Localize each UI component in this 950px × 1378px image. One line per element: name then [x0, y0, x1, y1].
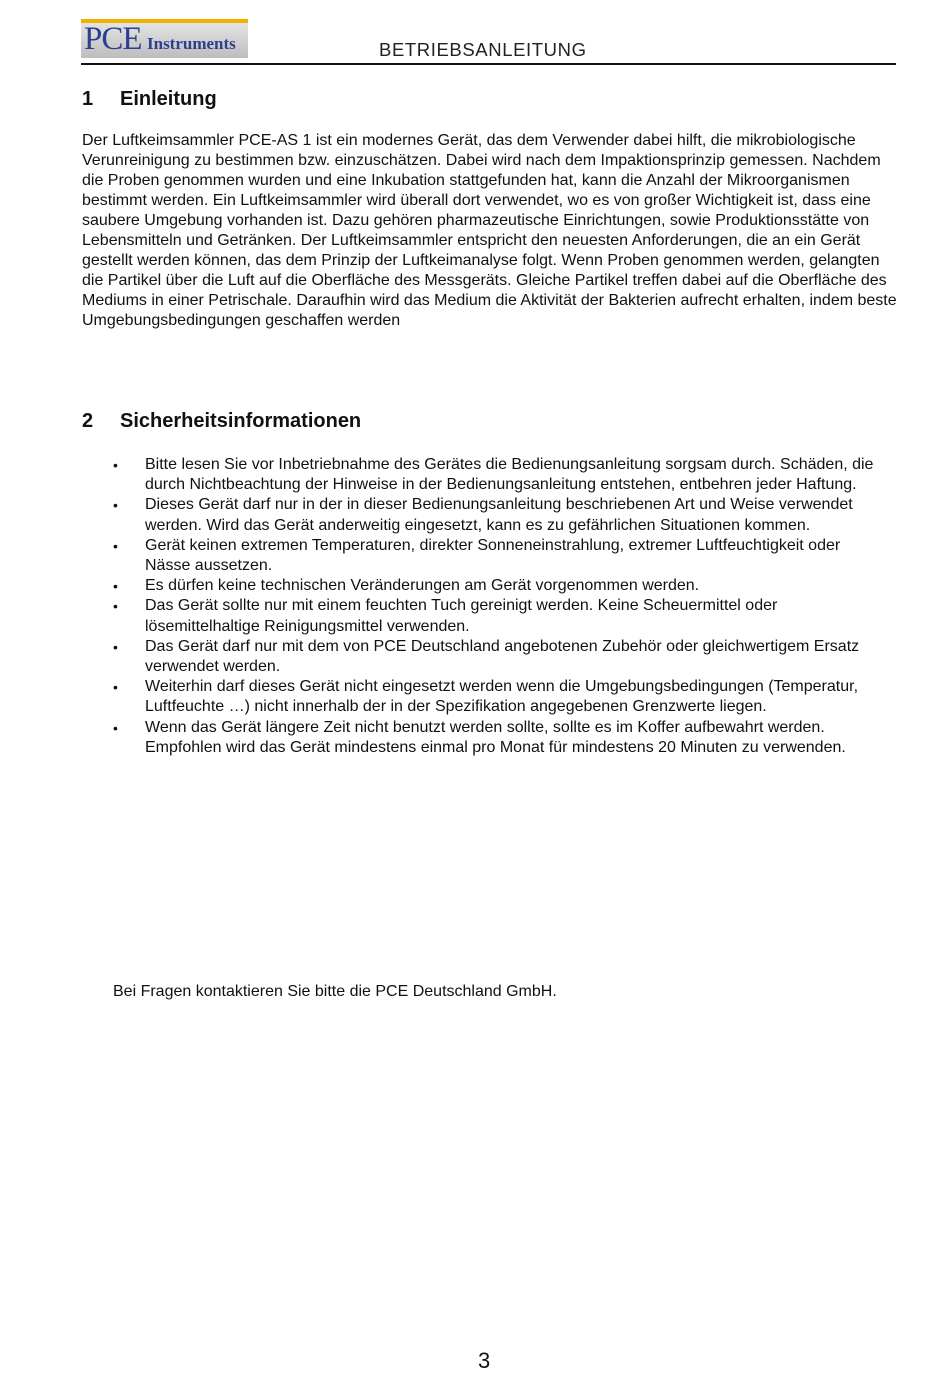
section-title: Sicherheitsinformationen — [120, 410, 362, 432]
list-item — [113, 495, 883, 535]
page-number: 3 — [478, 1348, 491, 1373]
bullet-icon: • — [113, 638, 118, 655]
bullet-icon: • — [113, 537, 118, 554]
document-header-title: BETRIEBSANLEITUNG — [379, 39, 587, 60]
bullet-icon: • — [113, 719, 118, 736]
pce-instruments-logo — [81, 19, 248, 58]
list-item-text: Das Gerät sollte nur mit einem feuchten Tuch gereinigt werden. Keine Scheuermittel oder lösemittelhaltige Reinigungsmittel verwenden. — [145, 597, 778, 635]
bullet-icon: • — [113, 497, 118, 514]
section-heading-einleitung — [82, 87, 217, 111]
section-number: 2 — [82, 410, 94, 432]
list-item — [113, 536, 883, 576]
bullet-icon: • — [113, 457, 118, 473]
logo-main-text: PCE — [84, 21, 142, 57]
safety-bullet-list — [113, 455, 883, 758]
list-item — [113, 596, 883, 636]
list-item-text: Bitte lesen Sie vor Inbetriebnahme des Gerätes die Bedienungsanleitung sorgsam durch. Schäden, die durch Nichtbeachtung der Hinweise in der Bedienungsanleitung entstehen, entbehren jeder Haftung. — [145, 456, 874, 494]
list-item — [113, 576, 883, 596]
list-item-text: Gerät keinen extremen Temperaturen, direkter Sonneneinstrahlung, extremer Luftfeuchtigkeit oder Nässe aussetzen. — [145, 536, 841, 575]
list-item-text: Das Gerät darf nur mit dem von PCE Deutschland angebotenen Zubehör oder gleichwertigem Ersatz verwendet werden. — [145, 637, 860, 676]
bullet-icon: • — [113, 679, 118, 696]
section-title: Einleitung — [120, 88, 217, 110]
header-divider — [81, 63, 896, 65]
list-item-text: Weiterhin darf dieses Gerät nicht eingesetzt werden wenn die Umgebungsbedingungen (Temperatur, Luftfeuchte …) nicht innerhalb der in der Spezifikation angegebenen Grenzwerte liegen. — [145, 678, 859, 716]
list-item — [113, 455, 883, 495]
logo-sub-text: Instruments — [147, 34, 236, 53]
section-number: 1 — [82, 88, 94, 110]
bullet-icon: • — [113, 598, 118, 615]
contact-note: Bei Fragen kontaktieren Sie bitte die PCE Deutschland GmbH. — [113, 983, 557, 1000]
list-item — [113, 637, 883, 677]
intro-paragraph: Der Luftkeimsammler PCE-AS 1 ist ein modernes Gerät, das dem Verwender dabei hilft, die mikrobiologische Verunreinigung zu bestimmen bzw. einzuschätzen. Dabei wird nach dem Impaktionsprinzip gemessen. Nachdem die Proben genommen wurden und eine Inkubation stattgefunden hat, kann die Anzahl der Mikroorganismen bestimmt werden. Ein Luftkeimsammler wird überall dort verwendet, wo es von großer Wichtigkeit ist, dass eine saubere Umgebung vorhanden ist. Dazu gehören pharmazeutische Einrichtungen, sowie Produktionsstätte von Lebensmitteln und Getränken. Der Luftkeimsammler entspricht den neuesten Anforderungen, die an ein Gerät gestellt werden können, das dem Prinzip der Luftkeimanalyse folgt. Wenn Proben genommen werden, gelangten die Partikel über die Luft auf die Oberfläche des Messgeräts. Gleiche Partikel treffen dabei auf die Oberfläche des Mediums in einer Petrischale. Daraufhin wird das Medium die Aktivität der Bakterien aufrecht erhalten, indem beste Umgebungsbedingungen geschaffen werden — [82, 132, 897, 329]
list-item-text: Es dürfen keine technischen Veränderungen am Gerät vorgenommen werden. — [145, 577, 700, 595]
list-item-text: Dieses Gerät darf nur in der in dieser Bedienungsanleitung beschriebenen Art und Weise verwendet werden. Wird das Gerät anderweitig eingesetzt, kann es zu gefährlichen Situationen kommen. — [145, 496, 853, 534]
section-heading-sicherheitsinformationen — [82, 409, 361, 433]
list-item — [113, 718, 883, 758]
list-item — [113, 677, 883, 717]
list-item-text: Wenn das Gerät längere Zeit nicht benutzt werden sollte, sollte es im Koffer aufbewahrt werden. Empfohlen wird das Gerät mindestens einmal pro Monat für mindestens 20 Minuten zu verwenden. — [145, 718, 846, 756]
bullet-icon: • — [113, 578, 118, 595]
